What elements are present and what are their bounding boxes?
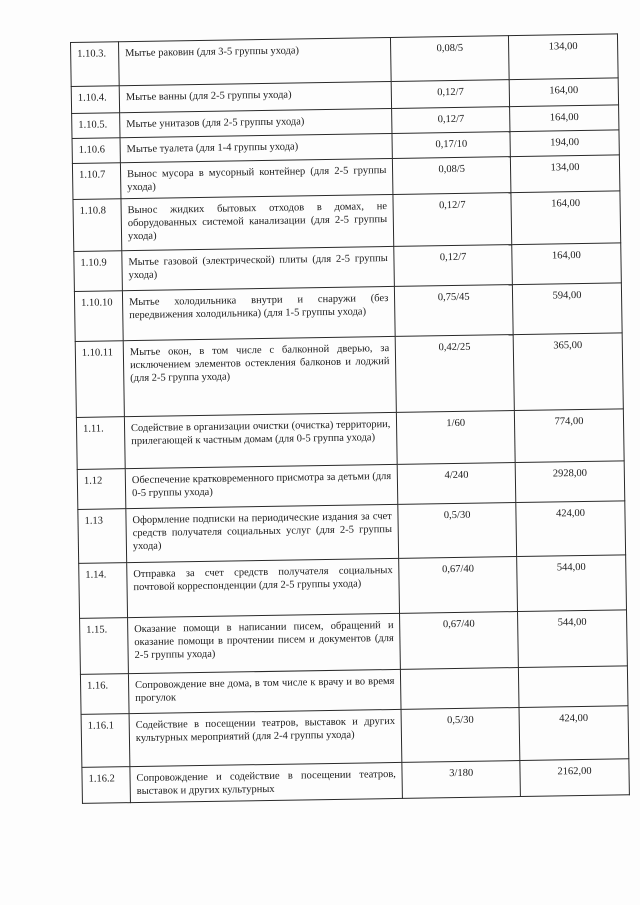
service-name: Мытье холодильника внутри и снаружи (без передвижения холодильника) (для 1-5 группы ухода) bbox=[122, 286, 395, 340]
row-number: 1.10.5. bbox=[72, 113, 120, 139]
service-name: Мытье унитазов (для 2-5 группы ухода) bbox=[120, 108, 393, 137]
tariff-table bbox=[70, 33, 630, 804]
service-price: 2162,00 bbox=[520, 759, 630, 797]
row-number: 1.10.8 bbox=[73, 199, 122, 252]
time-norm: 0,12/7 bbox=[392, 107, 510, 134]
service-name: Мытье окон, в том числе с балконной дверью, за исключением элементов остекления балконов и лоджий (для 2-5 группа ухода) bbox=[123, 336, 397, 416]
time-norm: 0,17/10 bbox=[392, 132, 510, 159]
time-norm bbox=[401, 668, 519, 710]
service-price: 134,00 bbox=[508, 34, 618, 80]
service-name: Оформление подписки на периодические издания за счет средств получателя социальных услуг (для 2-5 группы ухода) bbox=[126, 504, 399, 562]
row-number: 1.16. bbox=[80, 674, 129, 715]
row-number: 1.14. bbox=[79, 563, 128, 619]
time-norm: 0,12/7 bbox=[394, 245, 512, 287]
service-price: 424,00 bbox=[516, 501, 626, 557]
service-name: Сопровождение и содействие в посещении театров, выставок и других культурных bbox=[130, 762, 403, 802]
service-price: 134,00 bbox=[510, 155, 620, 193]
table-row bbox=[78, 501, 626, 564]
row-number: 1.10.3. bbox=[71, 42, 120, 87]
time-norm: 0,42/25 bbox=[396, 335, 515, 413]
table-row bbox=[82, 759, 629, 804]
service-price: 424,00 bbox=[519, 706, 629, 761]
service-price: 2928,00 bbox=[515, 461, 625, 503]
service-name: Отправка за счет средств получателя социальных почтовой корреспонденции (для 2-5 группы ухода) bbox=[127, 558, 400, 617]
row-number: 1.15. bbox=[80, 618, 129, 675]
row-number: 1.16.2 bbox=[82, 767, 130, 804]
time-norm: 0,08/5 bbox=[391, 36, 509, 82]
time-norm: 0,5/30 bbox=[398, 503, 517, 559]
table-row bbox=[80, 610, 628, 675]
service-name: Содействие в посещении театров, выставок и других культурных мероприятий (для 2-4 группы ухода) bbox=[129, 709, 402, 766]
table-row bbox=[79, 555, 627, 619]
service-name: Содействие в организации очистки (очистка) территории, прилегающей к частным домам (для 0-5 группа ухода) bbox=[124, 412, 397, 468]
service-price: 774,00 bbox=[514, 409, 624, 463]
service-price bbox=[518, 666, 628, 708]
service-name: Вынос жидких бытовых отходов в домах, не оборудованных системой канализации (для 2-5 группы ухода) bbox=[121, 194, 394, 250]
service-price: 164,00 bbox=[510, 105, 619, 132]
row-number: 1.16.1 bbox=[81, 714, 130, 768]
time-norm: 0,08/5 bbox=[393, 157, 511, 195]
service-name: Мытье туалета (для 1-4 группы ухода) bbox=[120, 133, 393, 162]
row-number: 1.10.6 bbox=[72, 138, 120, 164]
row-number: 1.10.11 bbox=[75, 341, 124, 418]
service-price: 164,00 bbox=[512, 243, 622, 285]
row-number: 1.10.9 bbox=[74, 251, 123, 292]
row-number: 1.10.10 bbox=[74, 291, 123, 342]
time-norm: 1/60 bbox=[397, 411, 515, 465]
table-row bbox=[81, 706, 629, 768]
service-price: 164,00 bbox=[511, 191, 621, 245]
time-norm: 0,75/45 bbox=[395, 285, 513, 337]
time-norm: 4/240 bbox=[398, 463, 516, 505]
table-row bbox=[75, 333, 623, 418]
service-price: 544,00 bbox=[517, 555, 627, 612]
row-number: 1.10.4. bbox=[71, 86, 119, 114]
row-number: 1.10.7 bbox=[72, 163, 120, 200]
time-norm: 0,67/40 bbox=[399, 557, 518, 614]
row-number: 1.12 bbox=[77, 469, 126, 510]
service-name: Мытье ванны (для 2-5 группы ухода) bbox=[119, 81, 392, 112]
time-norm: 0,12/7 bbox=[393, 193, 511, 247]
time-norm: 0,5/30 bbox=[401, 708, 519, 763]
service-price: 594,00 bbox=[512, 283, 622, 335]
time-norm: 0,67/40 bbox=[400, 612, 519, 670]
service-name: Обеспечение кратковременного присмотра за детьми (для 0-5 группы ухода) bbox=[125, 464, 398, 508]
table-row bbox=[73, 191, 621, 252]
table-row bbox=[76, 409, 624, 470]
service-name: Мытье газовой (электрической) плиты (для 2-5 группы ухода) bbox=[122, 246, 395, 290]
table-row bbox=[74, 283, 622, 342]
service-price: 544,00 bbox=[518, 610, 628, 668]
row-number: 1.11. bbox=[76, 417, 125, 470]
service-name: Оказание помощи в написании писем, обращений и оказание помощи в прочтении писем и документов (для 2-5 группы ухода) bbox=[127, 613, 400, 673]
service-price: 365,00 bbox=[513, 333, 623, 411]
service-name: Вынос мусора в мусорный контейнер (для 2-5 группы ухода) bbox=[120, 158, 393, 198]
time-norm: 3/180 bbox=[402, 761, 520, 799]
time-norm: 0,12/7 bbox=[392, 80, 510, 109]
row-number: 1.13 bbox=[78, 509, 127, 564]
service-name: Сопровождение вне дома, в том числе к врачу и во время прогулок bbox=[128, 669, 401, 713]
service-price: 164,00 bbox=[509, 78, 618, 107]
service-name: Мытье раковин (для 3-5 группы ухода) bbox=[118, 37, 391, 85]
service-price: 194,00 bbox=[510, 130, 619, 157]
